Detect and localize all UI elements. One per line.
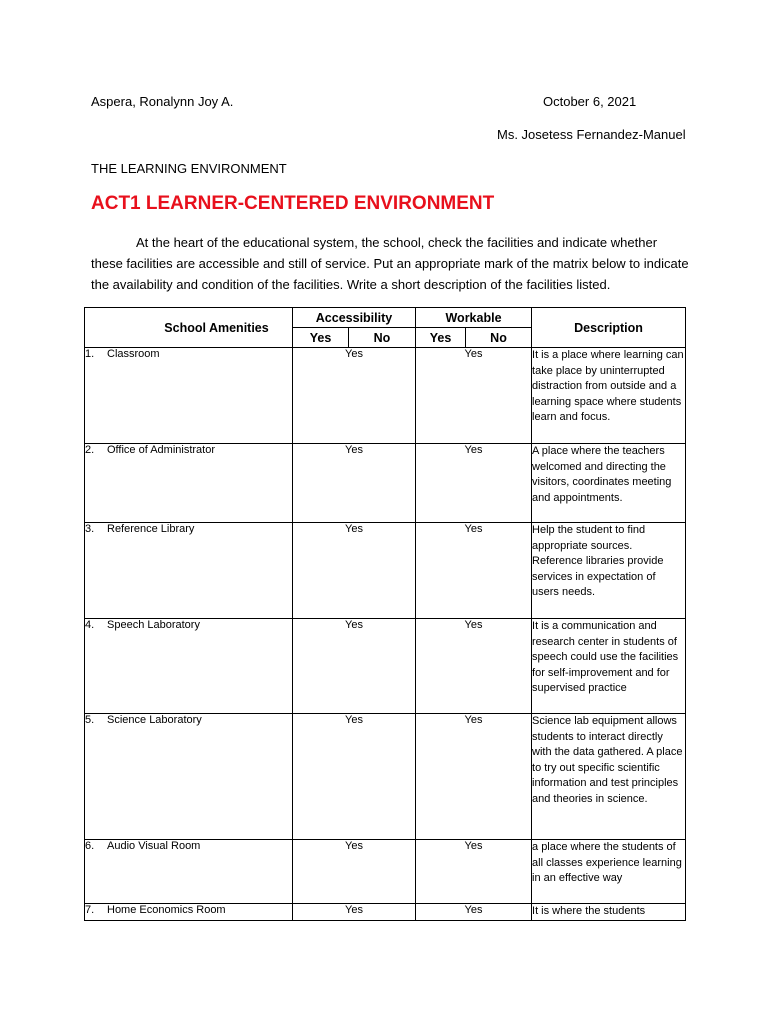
amenity-cell [85,619,293,714]
header-row [85,308,686,328]
description-cell: Science lab equipment allows students to interact directly with the data gathered. A place to try out specific scientific information and test principles and theories in science. [532,714,686,840]
item-number: 3. [85,523,95,535]
amenity-name: Science Laboratory [107,714,202,726]
student-name: Aspera, Ronalynn Joy A. [91,94,234,109]
amenity-cell [85,714,293,840]
amenity-cell [85,840,293,904]
workable-value: Yes [416,904,532,921]
description-cell: It is a place where learning can take place by uninterrupted distraction from outside and a learning space where students learn and focus. [532,348,686,444]
teacher-name: Ms. Josetess Fernandez-Manuel [497,127,686,142]
header-workable-yes: Yes [416,328,466,348]
item-number: 4. [85,619,95,631]
amenity-cell [85,348,293,444]
header-workable: Workable [416,308,532,328]
instructions-paragraph: At the heart of the educational system, the school, check the facilities and indicate whether these facilities are accessible and still of service. Put an appropriate mark of the matrix below to indicate the availability and condition of the facilities. Write a short description of the facilities listed. [91,235,689,292]
accessibility-value: Yes [293,348,416,444]
header-school-amenities: School Amenities [85,308,293,348]
item-number: 1. [85,348,95,360]
accessibility-value: Yes [293,714,416,840]
table-row [85,840,686,904]
activity-title: ACT1 LEARNER-CENTERED ENVIRONMENT [91,193,495,214]
item-number: 6. [85,840,95,852]
description-cell: It is a communication and research center in students of speech could use the facilities for self-improvement and for supervised practice [532,619,686,714]
date: October 6, 2021 [543,94,637,109]
facilities-matrix [84,307,686,921]
amenity-cell [85,444,293,523]
header-workable-no: No [466,328,532,348]
header-accessibility-yes: Yes [293,328,349,348]
amenity-name: Reference Library [107,523,195,535]
table-row [85,619,686,714]
workable-value: Yes [416,444,532,523]
item-number: 7. [85,904,95,916]
amenity-name: Office of Administrator [107,444,216,456]
description-cell: Help the student to find appropriate sources. Reference libraries provide services in expectation of users needs. [532,523,686,619]
workable-value: Yes [416,619,532,714]
table-row [85,714,686,840]
table-row [85,444,686,523]
amenity-name: Audio Visual Room [107,840,201,852]
header-accessibility: Accessibility [293,308,416,328]
accessibility-value: Yes [293,444,416,523]
workable-value: Yes [416,348,532,444]
description-cell: A place where the teachers welcomed and directing the visitors, coordinates meeting and appointments. [532,444,686,523]
description-cell: a place where the students of all classes experience learning in an effective way [532,840,686,904]
table-row [85,348,686,444]
item-number: 5. [85,714,95,726]
accessibility-value: Yes [293,523,416,619]
workable-value: Yes [416,714,532,840]
workable-value: Yes [416,523,532,619]
accessibility-value: Yes [293,619,416,714]
amenity-cell [85,904,293,921]
amenity-name: Home Economics Room [107,904,226,916]
table-row [85,523,686,619]
item-number: 2. [85,444,95,456]
table-row [85,904,686,921]
section-label: THE LEARNING ENVIRONMENT [91,161,287,176]
accessibility-value: Yes [293,904,416,921]
amenity-name: Speech Laboratory [107,619,200,631]
accessibility-value: Yes [293,840,416,904]
description-cell: It is where the students [532,904,686,921]
header-description: Description [532,308,686,348]
amenity-name: Classroom [107,348,160,360]
header-accessibility-no: No [349,328,416,348]
amenity-cell [85,523,293,619]
workable-value: Yes [416,840,532,904]
